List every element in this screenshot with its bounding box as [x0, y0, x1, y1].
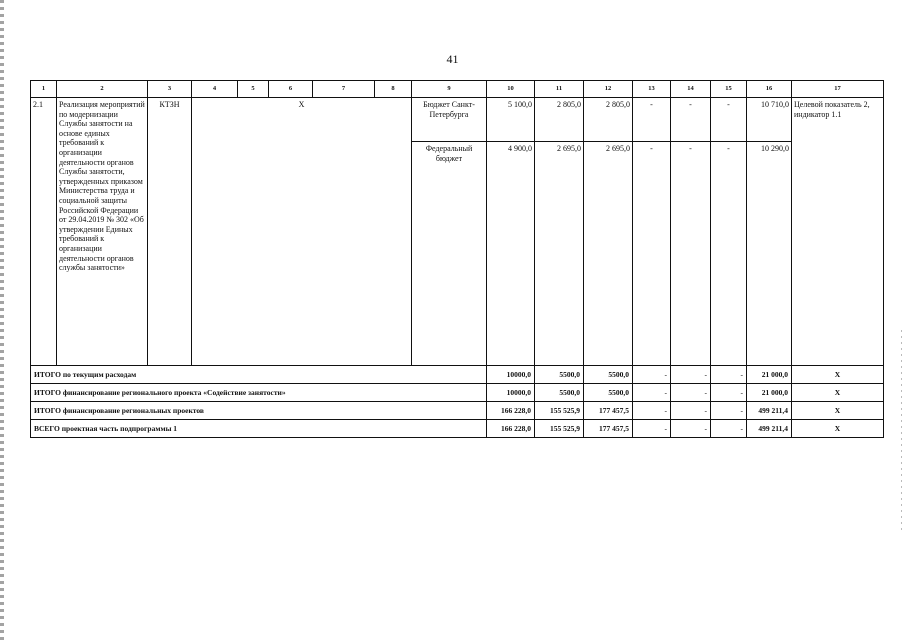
total-label: ИТОГО финансирование региональных проектов: [31, 402, 487, 420]
scan-edge-left: [0, 0, 4, 640]
col-header: 1: [31, 81, 57, 98]
financing-table: [30, 80, 884, 438]
measure-description: Реализация мероприятий по модернизации Службы занятости на основе единых требований к организации деятельности органов Службы занятости, утвержденных приказом Министерства труда и социальной защиты Российской Федерации от 29.04.2019 № 302 «Об утверждении Единых требований к организации деятельности органов службы занятости»: [57, 98, 148, 366]
total-value: 155 525,9: [535, 420, 584, 438]
col-header: 10: [487, 81, 535, 98]
total-value: 177 457,5: [584, 402, 633, 420]
col-header: 9: [412, 81, 487, 98]
total-value: 21 000,0: [747, 384, 792, 402]
col-header: 12: [584, 81, 633, 98]
total-value: Х: [792, 420, 884, 438]
total-value: 10000,0: [487, 366, 535, 384]
col-header: 4: [192, 81, 238, 98]
value-cell: 2 805,0: [584, 98, 633, 142]
total-value: -: [633, 402, 671, 420]
value-cell: 2 805,0: [535, 98, 584, 142]
total-value: -: [671, 402, 711, 420]
value-cell: -: [711, 98, 747, 142]
scan-edge-right: [901, 330, 902, 530]
total-label: ИТОГО по текущим расходам: [31, 366, 487, 384]
total-label: ВСЕГО проектная часть подпрограммы 1: [31, 420, 487, 438]
row-number: 2.1: [31, 98, 57, 366]
total-value: -: [671, 420, 711, 438]
total-value: -: [633, 366, 671, 384]
budget-source: Бюджет Санкт-Петербурга: [412, 98, 487, 142]
value-cell: -: [633, 142, 671, 366]
total-value: 166 228,0: [487, 420, 535, 438]
total-value: 177 457,5: [584, 420, 633, 438]
value-cell: 2 695,0: [535, 142, 584, 366]
indicator-note: Целевой показатель 2, индикатор 1.1: [792, 98, 884, 366]
total-value: Х: [792, 384, 884, 402]
value-cell: -: [671, 142, 711, 366]
value-cell: -: [711, 142, 747, 366]
total-value: 5500,0: [535, 384, 584, 402]
col-header: 15: [711, 81, 747, 98]
total-value: 499 211,4: [747, 402, 792, 420]
col-header: 14: [671, 81, 711, 98]
executor: КТЗН: [148, 98, 192, 366]
total-value: -: [671, 366, 711, 384]
value-cell: 4 900,0: [487, 142, 535, 366]
total-value: -: [711, 402, 747, 420]
col-header: 17: [792, 81, 884, 98]
total-row: [31, 420, 884, 438]
col-header: 2: [57, 81, 148, 98]
total-label: ИТОГО финансирование регионального проекта «Содействие занятости»: [31, 384, 487, 402]
value-cell: 5 100,0: [487, 98, 535, 142]
total-value: 499 211,4: [747, 420, 792, 438]
col-header: 8: [375, 81, 412, 98]
total-value: Х: [792, 366, 884, 384]
col-header: 5: [238, 81, 269, 98]
total-value: 5500,0: [584, 366, 633, 384]
total-row: [31, 366, 884, 384]
total-value: 5500,0: [535, 366, 584, 384]
budget-source: Федеральный бюджет: [412, 142, 487, 366]
total-value: -: [711, 366, 747, 384]
total-value: 166 228,0: [487, 402, 535, 420]
value-cell: -: [633, 98, 671, 142]
total-row: [31, 384, 884, 402]
col-header: 11: [535, 81, 584, 98]
total-value: -: [711, 420, 747, 438]
total-value: 5500,0: [584, 384, 633, 402]
total-row: [31, 402, 884, 420]
total-value: 21 000,0: [747, 366, 792, 384]
total-value: -: [633, 384, 671, 402]
value-cell: 10 290,0: [747, 142, 792, 366]
col-header: 16: [747, 81, 792, 98]
page-number: 41: [446, 52, 459, 66]
total-value: -: [633, 420, 671, 438]
col-header: 6: [269, 81, 313, 98]
value-cell: 2 695,0: [584, 142, 633, 366]
col-header: 13: [633, 81, 671, 98]
total-value: 10000,0: [487, 384, 535, 402]
total-value: -: [711, 384, 747, 402]
column-number-row: [31, 81, 884, 98]
total-value: Х: [792, 402, 884, 420]
table-row: [31, 98, 884, 142]
value-cell: 10 710,0: [747, 98, 792, 142]
value-cell: -: [671, 98, 711, 142]
col-header: 3: [148, 81, 192, 98]
total-value: 155 525,9: [535, 402, 584, 420]
x-mark: Х: [192, 98, 412, 366]
col-header: 7: [313, 81, 375, 98]
total-value: -: [671, 384, 711, 402]
